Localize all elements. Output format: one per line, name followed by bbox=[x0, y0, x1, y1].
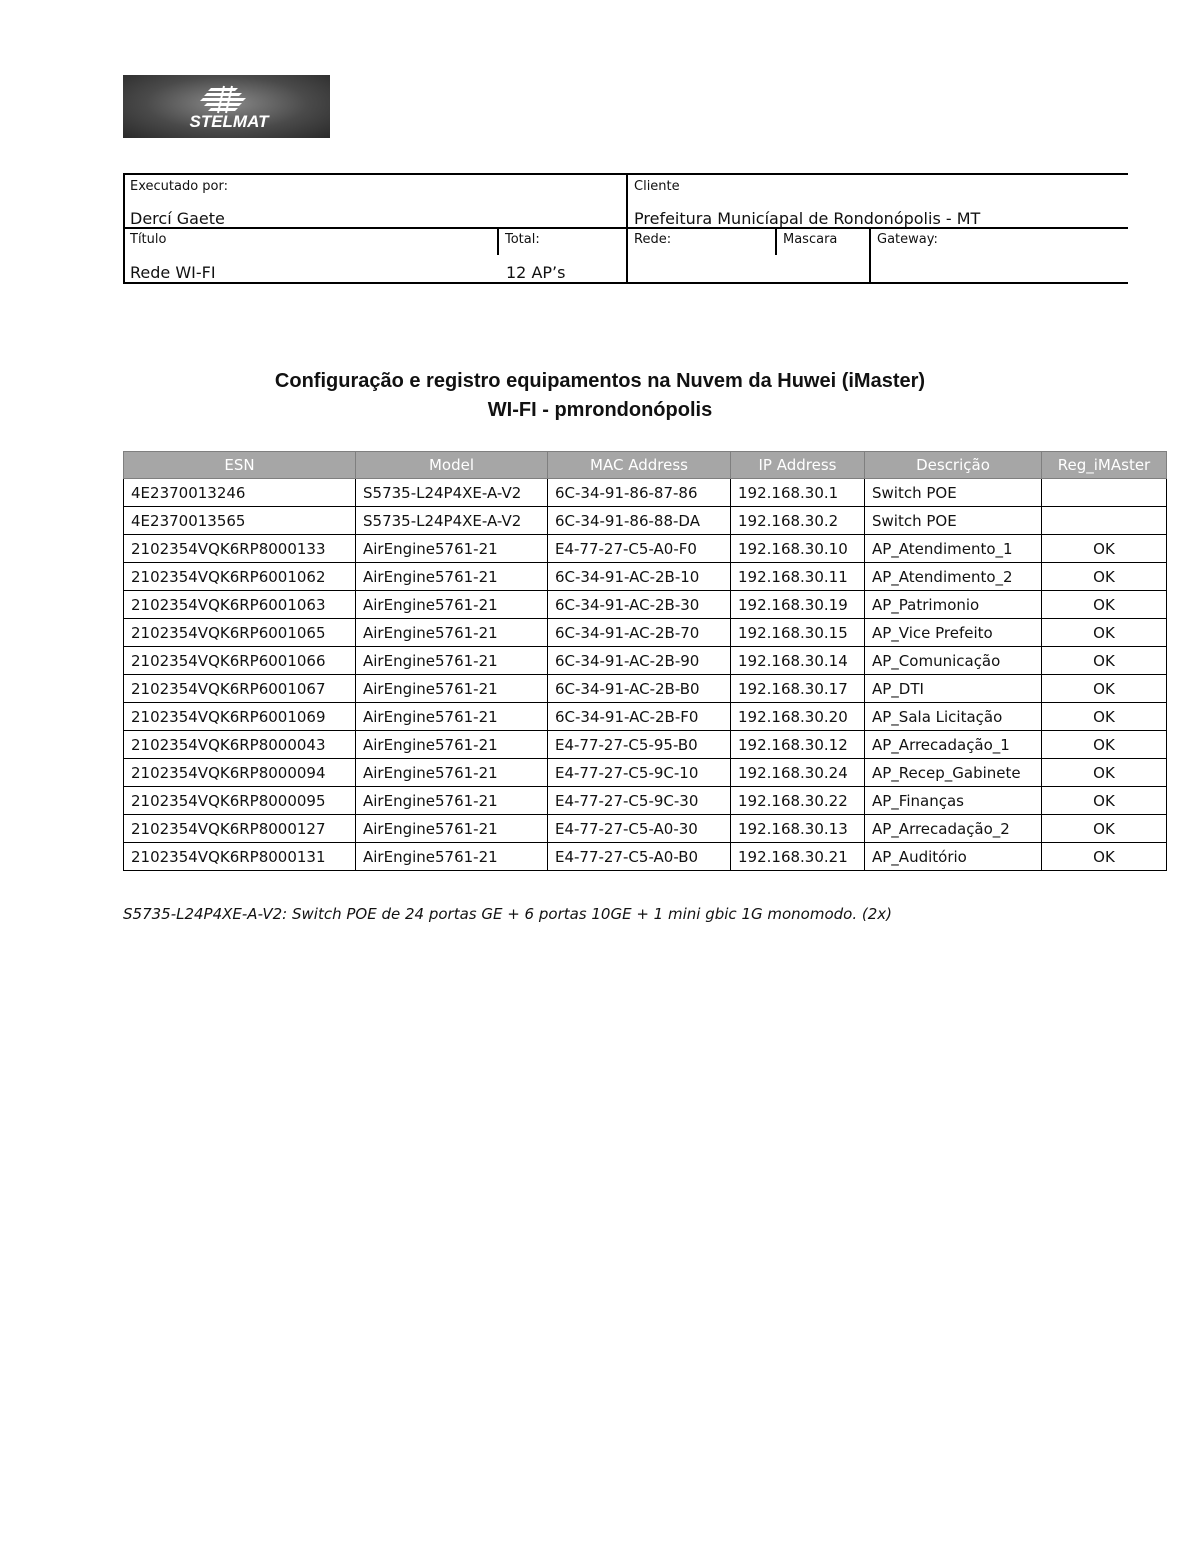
cell-description: AP_Atendimento_1 bbox=[865, 535, 1042, 563]
page-title: Configuração e registro equipamentos na Nuvem da Huwei (iMaster) bbox=[274, 370, 926, 392]
cell-reg-imaster: OK bbox=[1042, 843, 1167, 871]
cell-reg-imaster: OK bbox=[1042, 647, 1167, 675]
table-row bbox=[124, 507, 1167, 535]
cell-esn: 2102354VQK6RP8000095 bbox=[124, 787, 356, 815]
cell-model: AirEngine5761-21 bbox=[356, 591, 548, 619]
cell-reg-imaster: OK bbox=[1042, 759, 1167, 787]
cell-ip-address: 192.168.30.2 bbox=[731, 507, 865, 535]
cell-esn: 2102354VQK6RP6001069 bbox=[124, 703, 356, 731]
header-info-grid bbox=[123, 173, 1128, 284]
client-value: Prefeitura Municíapal de Rondonópolis - MT bbox=[634, 209, 981, 228]
cell-reg-imaster: OK bbox=[1042, 619, 1167, 647]
cell-ip-address: 192.168.30.13 bbox=[731, 815, 865, 843]
cell-mac-address: E4-77-27-C5-9C-30 bbox=[548, 787, 731, 815]
cell-reg-imaster: OK bbox=[1042, 563, 1167, 591]
table-row bbox=[124, 843, 1167, 871]
cell-reg-imaster bbox=[1042, 479, 1167, 507]
cell-esn: 2102354VQK6RP8000094 bbox=[124, 759, 356, 787]
cell-esn: 2102354VQK6RP6001067 bbox=[124, 675, 356, 703]
cell-model: AirEngine5761-21 bbox=[356, 675, 548, 703]
table-row bbox=[124, 759, 1167, 787]
cell-ip-address: 192.168.30.11 bbox=[731, 563, 865, 591]
cell-ip-address: 192.168.30.20 bbox=[731, 703, 865, 731]
equipment-table bbox=[123, 451, 1167, 871]
cell-model: AirEngine5761-21 bbox=[356, 619, 548, 647]
table-row bbox=[124, 787, 1167, 815]
table-row bbox=[124, 563, 1167, 591]
cell-model: AirEngine5761-21 bbox=[356, 535, 548, 563]
cell-mac-address: 6C-34-91-86-88-DA bbox=[548, 507, 731, 535]
cell-mac-address: 6C-34-91-AC-2B-10 bbox=[548, 563, 731, 591]
cell-esn: 2102354VQK6RP6001065 bbox=[124, 619, 356, 647]
cell-mac-address: E4-77-27-C5-95-B0 bbox=[548, 731, 731, 759]
cell-esn: 2102354VQK6RP8000131 bbox=[124, 843, 356, 871]
total-value: 12 AP’s bbox=[506, 263, 566, 282]
cell-model: AirEngine5761-21 bbox=[356, 815, 548, 843]
cell-mac-address: 6C-34-91-AC-2B-30 bbox=[548, 591, 731, 619]
cell-model: S5735-L24P4XE-A-V2 bbox=[356, 479, 548, 507]
table-row bbox=[124, 619, 1167, 647]
cell-mac-address: E4-77-27-C5-A0-F0 bbox=[548, 535, 731, 563]
table-row bbox=[124, 731, 1167, 759]
page-subtitle: WI-FI - pmrondonópolis bbox=[487, 399, 713, 421]
cell-reg-imaster: OK bbox=[1042, 815, 1167, 843]
table-row bbox=[124, 591, 1167, 619]
table-row bbox=[124, 675, 1167, 703]
cell-esn: 4E2370013565 bbox=[124, 507, 356, 535]
cell-description: Switch POE bbox=[865, 507, 1042, 535]
company-logo bbox=[123, 75, 330, 138]
table-row bbox=[124, 479, 1167, 507]
cell-mac-address: 6C-34-91-AC-2B-70 bbox=[548, 619, 731, 647]
cell-model: AirEngine5761-21 bbox=[356, 647, 548, 675]
cell-model: AirEngine5761-21 bbox=[356, 731, 548, 759]
table-row bbox=[124, 647, 1167, 675]
cell-ip-address: 192.168.30.19 bbox=[731, 591, 865, 619]
cell-description: AP_DTI bbox=[865, 675, 1042, 703]
cell-mac-address: 6C-34-91-AC-2B-F0 bbox=[548, 703, 731, 731]
cell-reg-imaster: OK bbox=[1042, 535, 1167, 563]
cell-description: AP_Patrimonio bbox=[865, 591, 1042, 619]
column-header-mac-address: MAC Address bbox=[548, 452, 731, 479]
cell-ip-address: 192.168.30.1 bbox=[731, 479, 865, 507]
cell-ip-address: 192.168.30.12 bbox=[731, 731, 865, 759]
cell-ip-address: 192.168.30.17 bbox=[731, 675, 865, 703]
cell-description: AP_Finanças bbox=[865, 787, 1042, 815]
cell-model: AirEngine5761-21 bbox=[356, 703, 548, 731]
column-header-reg-imaster: Reg_iMAster bbox=[1042, 452, 1167, 479]
cell-reg-imaster: OK bbox=[1042, 703, 1167, 731]
cell-mac-address: 6C-34-91-86-87-86 bbox=[548, 479, 731, 507]
cell-model: AirEngine5761-21 bbox=[356, 787, 548, 815]
gateway-label: Gateway: bbox=[877, 232, 938, 247]
cell-ip-address: 192.168.30.15 bbox=[731, 619, 865, 647]
cell-ip-address: 192.168.30.21 bbox=[731, 843, 865, 871]
cell-reg-imaster: OK bbox=[1042, 591, 1167, 619]
logo-graphic bbox=[123, 75, 330, 138]
cell-ip-address: 192.168.30.14 bbox=[731, 647, 865, 675]
cell-esn: 2102354VQK6RP8000127 bbox=[124, 815, 356, 843]
cell-mac-address: 6C-34-91-AC-2B-B0 bbox=[548, 675, 731, 703]
column-header-esn: ESN bbox=[124, 452, 356, 479]
cell-ip-address: 192.168.30.10 bbox=[731, 535, 865, 563]
cell-ip-address: 192.168.30.22 bbox=[731, 787, 865, 815]
cell-description: AP_Sala Licitação bbox=[865, 703, 1042, 731]
cell-description: AP_Comunicação bbox=[865, 647, 1042, 675]
cell-description: Switch POE bbox=[865, 479, 1042, 507]
cell-model: AirEngine5761-21 bbox=[356, 843, 548, 871]
title-value: Rede WI-FI bbox=[130, 263, 216, 282]
cell-esn: 4E2370013246 bbox=[124, 479, 356, 507]
cell-model: AirEngine5761-21 bbox=[356, 563, 548, 591]
table-row bbox=[124, 535, 1167, 563]
executed-by-value: Dercí Gaete bbox=[130, 209, 225, 228]
cell-description: AP_Arrecadação_2 bbox=[865, 815, 1042, 843]
cell-esn: 2102354VQK6RP6001062 bbox=[124, 563, 356, 591]
logo-wordmark: STELMAT bbox=[189, 112, 269, 131]
cell-description: AP_Vice Prefeito bbox=[865, 619, 1042, 647]
total-label: Total: bbox=[505, 232, 540, 247]
title-label: Título bbox=[130, 232, 167, 247]
cell-description: AP_Atendimento_2 bbox=[865, 563, 1042, 591]
executed-by-label: Executado por: bbox=[130, 179, 228, 194]
cell-description: AP_Recep_Gabinete bbox=[865, 759, 1042, 787]
column-header-ip-address: IP Address bbox=[731, 452, 865, 479]
cell-mac-address: E4-77-27-C5-9C-10 bbox=[548, 759, 731, 787]
cell-esn: 2102354VQK6RP6001063 bbox=[124, 591, 356, 619]
cell-reg-imaster bbox=[1042, 507, 1167, 535]
cell-description: AP_Auditório bbox=[865, 843, 1042, 871]
cell-reg-imaster: OK bbox=[1042, 675, 1167, 703]
column-header-description: Descrição bbox=[865, 452, 1042, 479]
cell-mac-address: 6C-34-91-AC-2B-90 bbox=[548, 647, 731, 675]
cell-ip-address: 192.168.30.24 bbox=[731, 759, 865, 787]
cell-mac-address: E4-77-27-C5-A0-B0 bbox=[548, 843, 731, 871]
cell-esn: 2102354VQK6RP8000133 bbox=[124, 535, 356, 563]
cell-description: AP_Arrecadação_1 bbox=[865, 731, 1042, 759]
table-row bbox=[124, 703, 1167, 731]
column-header-model: Model bbox=[356, 452, 548, 479]
table-header-row bbox=[124, 452, 1167, 479]
cell-model: AirEngine5761-21 bbox=[356, 759, 548, 787]
network-label: Rede: bbox=[634, 232, 672, 247]
cell-esn: 2102354VQK6RP6001066 bbox=[124, 647, 356, 675]
client-label: Cliente bbox=[634, 179, 680, 194]
cell-esn: 2102354VQK6RP8000043 bbox=[124, 731, 356, 759]
cell-reg-imaster: OK bbox=[1042, 787, 1167, 815]
footnote: S5735-L24P4XE-A-V2: Switch POE de 24 portas GE + 6 portas 10GE + 1 mini gbic 1G monomodo. (2x) bbox=[123, 905, 892, 923]
cell-mac-address: E4-77-27-C5-A0-30 bbox=[548, 815, 731, 843]
cell-model: S5735-L24P4XE-A-V2 bbox=[356, 507, 548, 535]
table-row bbox=[124, 815, 1167, 843]
cell-reg-imaster: OK bbox=[1042, 731, 1167, 759]
mask-label: Mascara bbox=[783, 232, 838, 247]
